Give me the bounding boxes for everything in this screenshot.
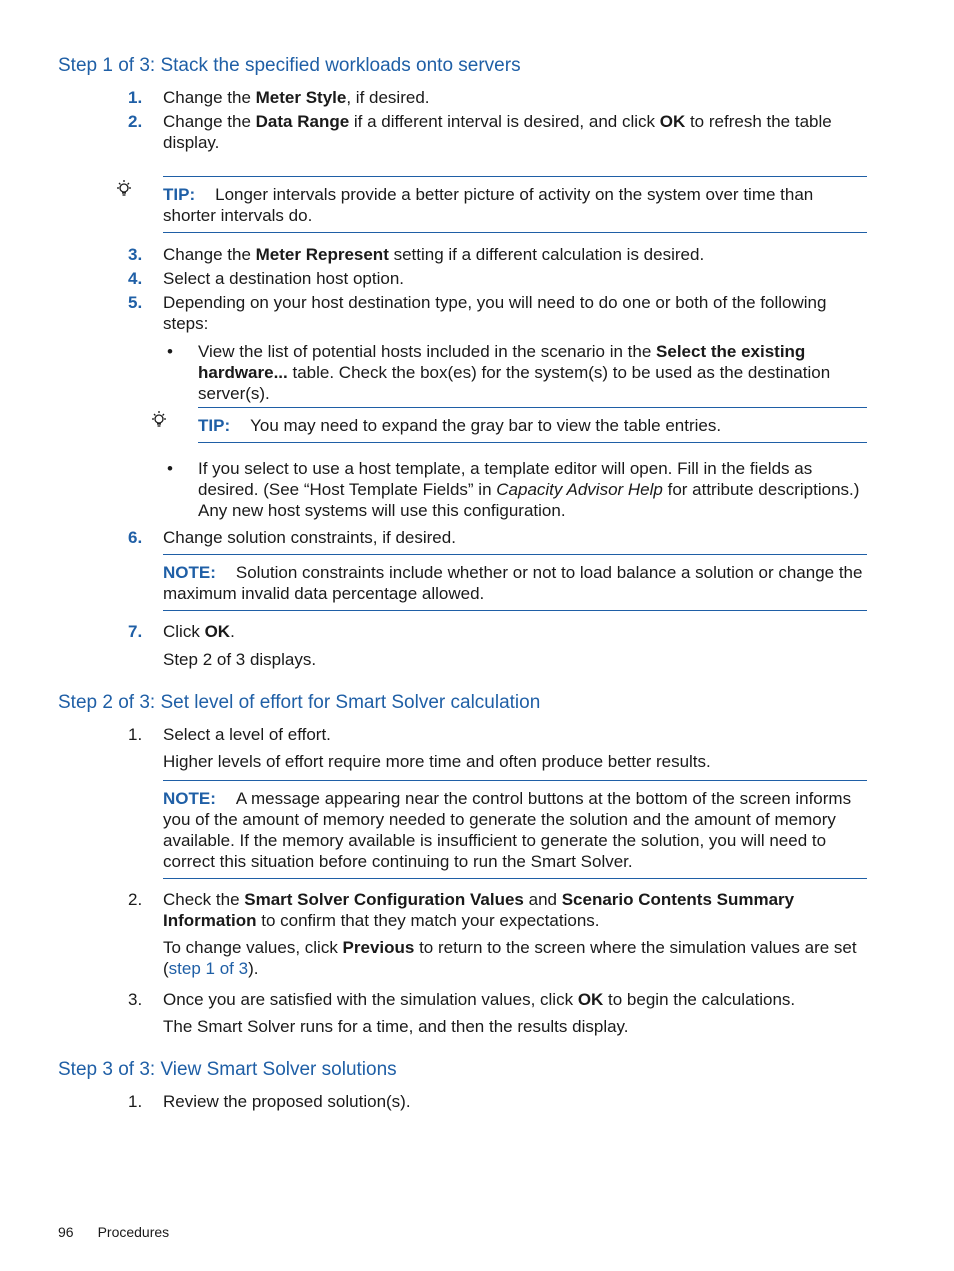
list-item: 2. Check the Smart Solver Configuration Values and Scenario Contents Summary Information to confirm that they match your expectations. xyxy=(128,890,795,930)
tip-label: TIP: xyxy=(163,185,196,204)
paragraph: Higher levels of effort require more time and often produce better results. xyxy=(163,752,711,771)
bullet-dot: • xyxy=(167,342,173,361)
step-1-link[interactable]: step 1 of 3 xyxy=(168,959,249,978)
page-footer xyxy=(58,1222,193,1243)
note-label: NOTE: xyxy=(163,789,216,808)
tip-box xyxy=(198,407,867,443)
page-number: 96 xyxy=(58,1224,74,1240)
tip-text: Longer intervals provide a better picture of activity on the system over time than shorter intervals do. xyxy=(163,185,814,225)
tip-box xyxy=(163,176,867,233)
list-item: 3. Once you are satisfied with the simulation values, click OK to begin the calculations. xyxy=(128,990,796,1009)
list-item: 5. Depending on your host destination type, you will need to do one or both of the following steps: xyxy=(128,293,827,333)
section-heading-step-1: Step 1 of 3: Stack the specified workloads onto servers xyxy=(58,55,521,76)
bullet-dot: • xyxy=(167,459,173,478)
lightbulb-icon xyxy=(149,410,169,430)
list-item: 2. Change the Data Range if a different interval is desired, and click OK to refresh the table display. xyxy=(128,112,832,152)
paragraph: Step 2 of 3 displays. xyxy=(163,650,317,669)
step-number: 7. xyxy=(128,622,143,641)
list-item: 1. Change the Meter Style, if desired. xyxy=(128,88,430,107)
section-heading-step-3: Step 3 of 3: View Smart Solver solutions xyxy=(58,1059,397,1080)
paragraph: The Smart Solver runs for a time, and then the results display. xyxy=(163,1017,629,1036)
bullet-item: • View the list of potential hosts included in the scenario in the Select the existing hardware... table. Check the box(es) for the system(s) to be used as the destination server(s). xyxy=(167,342,831,403)
tip-text: You may need to expand the gray bar to view the table entries. xyxy=(250,416,722,435)
note-label: NOTE: xyxy=(163,563,216,582)
list-item: 1. Select a level of effort. xyxy=(128,725,331,744)
list-item: 4. Select a destination host option. xyxy=(128,269,404,288)
step-number: 5. xyxy=(128,293,143,312)
step-number: 2. xyxy=(128,112,143,131)
note-box xyxy=(163,554,867,611)
section-heading-step-2: Step 2 of 3: Set level of effort for Smart Solver calculation xyxy=(58,692,541,713)
lightbulb-icon xyxy=(114,179,134,199)
list-item: 7. Click OK. xyxy=(128,622,235,641)
paragraph: To change values, click Previous to return to the screen where the simulation values are set (step 1 of 3). xyxy=(163,938,857,978)
note-text: Solution constraints include whether or not to load balance a solution or change the maximum invalid data percentage allowed. xyxy=(163,563,863,603)
note-box xyxy=(163,780,867,879)
step-number: 3. xyxy=(128,990,143,1009)
list-item: 3. Change the Meter Represent setting if a different calculation is desired. xyxy=(128,245,705,264)
note-text: A message appearing near the control buttons at the bottom of the screen informs you of the amount of memory needed to generate the solution and the amount of memory available. If the memory available is insufficient to generate the solution, you will need to correct this situation before continuing to run the Smart Solver. xyxy=(163,789,852,871)
list-item: 6. Change solution constraints, if desired. xyxy=(128,528,456,547)
step-number: 3. xyxy=(128,245,143,264)
bullet-item: • If you select to use a host template, a template editor will open. Fill in the fields as desired. (See “Host Template Fields” in Capacity Advisor Help for attribute descriptions.) Any new host systems will use this configuration. xyxy=(167,459,860,520)
step-number: 4. xyxy=(128,269,143,288)
step-number: 1. xyxy=(128,1092,143,1111)
step-number: 1. xyxy=(128,88,143,107)
step-number: 2. xyxy=(128,890,143,909)
tip-label: TIP: xyxy=(198,416,231,435)
step-number: 6. xyxy=(128,528,143,547)
step-number: 1. xyxy=(128,725,143,744)
list-item: 1. Review the proposed solution(s). xyxy=(128,1092,411,1111)
footer-section: Procedures xyxy=(97,1224,170,1240)
